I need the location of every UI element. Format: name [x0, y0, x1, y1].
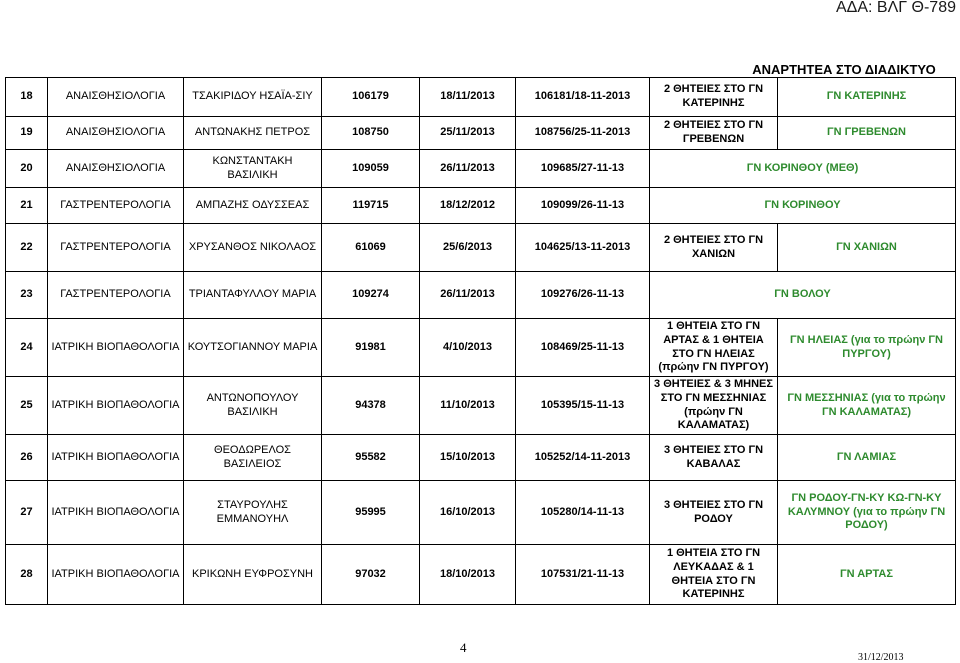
name-cell: ΑΝΤΩΝΑΚΗΣ ΠΕΤΡΟΣ — [184, 117, 322, 150]
destination-cell: ΓΝ ΑΡΤΑΣ — [778, 545, 956, 605]
destination-cell: ΓΝ ΜΕΣΣΗΝΙΑΣ (για το πρώην ΓΝ ΚΑΛΑΜΑΤΑΣ) — [778, 377, 956, 435]
destination-cell: ΓΝ ΚΑΤΕΡΙΝΗΣ — [778, 78, 956, 117]
name-cell: ΚΟΥΤΣΟΓΙΑΝΝΟΥ ΜΑΡΙΑ — [184, 319, 322, 377]
specialty-cell: ΙΑΤΡΙΚΗ ΒΙΟΠΑΘΟΛΟΓΙΑ — [48, 545, 184, 605]
row-number: 20 — [6, 150, 48, 188]
date-cell: 16/10/2013 — [420, 481, 516, 545]
reference-cell: 108756/25-11-2013 — [516, 117, 650, 150]
specialty-cell: ΑΝΑΙΣΘΗΣΙΟΛΟΓΙΑ — [48, 78, 184, 117]
reference-cell: 105252/14-11-2013 — [516, 435, 650, 481]
date-cell: 26/11/2013 — [420, 272, 516, 319]
position-cell: 3 ΘΗΤΕΙΕΣ ΣΤΟ ΓΝ ΚΑΒΑΛΑΣ — [650, 435, 778, 481]
protocol-cell: 119715 — [322, 188, 420, 224]
protocol-cell: 95582 — [322, 435, 420, 481]
specialty-cell: ΓΑΣΤΡΕΝΤΕΡΟΛΟΓΙΑ — [48, 224, 184, 272]
date-cell: 11/10/2013 — [420, 377, 516, 435]
position-cell: 1 ΘΗΤΕΙΑ ΣΤΟ ΓΝ ΛΕΥΚΑΔΑΣ & 1 ΘΗΤΕΙΑ ΣΤΟ ΓΝ ΚΑΤΕΡΙΝΗΣ — [650, 545, 778, 605]
row-number: 26 — [6, 435, 48, 481]
row-number: 19 — [6, 117, 48, 150]
table-row — [6, 481, 956, 545]
destination-cell: ΓΝ ΒΟΛΟΥ — [650, 272, 956, 319]
row-number: 25 — [6, 377, 48, 435]
position-cell: 2 ΘΗΤΕΙΕΣ ΣΤΟ ΓΝ ΚΑΤΕΡΙΝΗΣ — [650, 78, 778, 117]
date-cell: 4/10/2013 — [420, 319, 516, 377]
row-number: 23 — [6, 272, 48, 319]
protocol-cell: 95995 — [322, 481, 420, 545]
name-cell: ΚΩΝΣΤΑΝΤΑΚΗ ΒΑΣΙΛΙΚΗ — [184, 150, 322, 188]
specialty-cell: ΓΑΣΤΡΕΝΤΕΡΟΛΟΓΙΑ — [48, 188, 184, 224]
table-row — [6, 272, 956, 319]
specialty-cell: ΙΑΤΡΙΚΗ ΒΙΟΠΑΘΟΛΟΓΙΑ — [48, 435, 184, 481]
reference-cell: 108469/25-11-13 — [516, 319, 650, 377]
specialty-cell: ΑΝΑΙΣΘΗΣΙΟΛΟΓΙΑ — [48, 150, 184, 188]
table-row — [6, 150, 956, 188]
protocol-cell: 91981 — [322, 319, 420, 377]
destination-cell: ΓΝ ΚΟΡΙΝΘΟΥ (ΜΕΘ) — [650, 150, 956, 188]
publish-stamp: ΑΝΑΡΤΗΤΕΑ ΣΤΟ ΔΙΑΔΙΚΤΥΟ — [752, 62, 936, 77]
row-number: 28 — [6, 545, 48, 605]
page-number: 4 — [460, 640, 467, 655]
protocol-cell: 109274 — [322, 272, 420, 319]
reference-cell: 107531/21-11-13 — [516, 545, 650, 605]
table-row — [6, 78, 956, 117]
specialty-cell: ΙΑΤΡΙΚΗ ΒΙΟΠΑΘΟΛΟΓΙΑ — [48, 481, 184, 545]
protocol-cell: 61069 — [322, 224, 420, 272]
position-cell: 3 ΘΗΤΕΙΕΣ ΣΤΟ ΓΝ ΡΟΔΟΥ — [650, 481, 778, 545]
protocol-cell: 97032 — [322, 545, 420, 605]
protocol-cell: 108750 — [322, 117, 420, 150]
table-row — [6, 224, 956, 272]
reference-cell: 104625/13-11-2013 — [516, 224, 650, 272]
table-row — [6, 319, 956, 377]
name-cell: ΤΡΙΑΝΤΑΦΥΛΛΟΥ ΜΑΡΙΑ — [184, 272, 322, 319]
appointments-table — [5, 77, 956, 605]
name-cell: ΣΤΑΥΡΟΥΛΗΣ ΕΜΜΑΝΟΥΗΛ — [184, 481, 322, 545]
row-number: 21 — [6, 188, 48, 224]
row-number: 24 — [6, 319, 48, 377]
position-cell: 3 ΘΗΤΕΙΕΣ & 3 ΜΗΝΕΣ ΣΤΟ ΓΝ ΜΕΣΣΗΝΙΑΣ (πρώην ΓΝ ΚΑΛΑΜΑΤΑΣ) — [650, 377, 778, 435]
destination-cell: ΓΝ ΛΑΜΙΑΣ — [778, 435, 956, 481]
reference-cell: 109099/26-11-13 — [516, 188, 650, 224]
specialty-cell: ΑΝΑΙΣΘΗΣΙΟΛΟΓΙΑ — [48, 117, 184, 150]
footer-date: 31/12/2013 — [858, 652, 904, 663]
position-cell: 1 ΘΗΤΕΙΑ ΣΤΟ ΓΝ ΑΡΤΑΣ & 1 ΘΗΤΕΙΑ ΣΤΟ ΓΝ ΗΛΕΙΑΣ (πρώην ΓΝ ΠΥΡΓΟΥ) — [650, 319, 778, 377]
protocol-cell: 109059 — [322, 150, 420, 188]
name-cell: ΑΝΤΩΝΟΠΟΥΛΟΥ ΒΑΣΙΛΙΚΗ — [184, 377, 322, 435]
name-cell: ΧΡΥΣΑΝΘΟΣ ΝΙΚΟΛΑΟΣ — [184, 224, 322, 272]
reference-cell: 109685/27-11-13 — [516, 150, 650, 188]
date-cell: 15/10/2013 — [420, 435, 516, 481]
date-cell: 26/11/2013 — [420, 150, 516, 188]
name-cell: ΚΡΙΚΩΝΗ ΕΥΦΡΟΣΥΝΗ — [184, 545, 322, 605]
specialty-cell: ΓΑΣΤΡΕΝΤΕΡΟΛΟΓΙΑ — [48, 272, 184, 319]
row-number: 27 — [6, 481, 48, 545]
row-number: 18 — [6, 78, 48, 117]
table-row — [6, 435, 956, 481]
reference-cell: 109276/26-11-13 — [516, 272, 650, 319]
destination-cell: ΓΝ ΡΟΔΟΥ-ΓΝ-ΚΥ ΚΩ-ΓΝ-ΚΥ ΚΑΛΥΜΝΟΥ (για το πρώην ΓΝ ΡΟΔΟΥ) — [778, 481, 956, 545]
date-cell: 25/11/2013 — [420, 117, 516, 150]
ada-code: ΑΔΑ: ΒΛΓ Θ-789 — [835, 0, 956, 16]
protocol-cell: 106179 — [322, 78, 420, 117]
name-cell: ΘΕΟΔΩΡΕΛΟΣ ΒΑΣΙΛΕΙΟΣ — [184, 435, 322, 481]
destination-cell: ΓΝ ΚΟΡΙΝΘΟΥ — [650, 188, 956, 224]
date-cell: 18/12/2012 — [420, 188, 516, 224]
reference-cell: 106181/18-11-2013 — [516, 78, 650, 117]
name-cell: ΤΣΑΚΙΡΙΔΟΥ ΗΣΑΪΑ-ΣΙΥ — [184, 78, 322, 117]
reference-cell: 105395/15-11-13 — [516, 377, 650, 435]
protocol-cell: 94378 — [322, 377, 420, 435]
position-cell: 2 ΘΗΤΕΙΕΣ ΣΤΟ ΓΝ ΓΡΕΒΕΝΩΝ — [650, 117, 778, 150]
date-cell: 18/11/2013 — [420, 78, 516, 117]
row-number: 22 — [6, 224, 48, 272]
table-row — [6, 117, 956, 150]
destination-cell: ΓΝ ΗΛΕΙΑΣ (για το πρώην ΓΝ ΠΥΡΓΟΥ) — [778, 319, 956, 377]
table-row — [6, 545, 956, 605]
date-cell: 18/10/2013 — [420, 545, 516, 605]
destination-cell: ΓΝ ΧΑΝΙΩΝ — [778, 224, 956, 272]
reference-cell: 105280/14-11-13 — [516, 481, 650, 545]
position-cell: 2 ΘΗΤΕΙΕΣ ΣΤΟ ΓΝ ΧΑΝΙΩΝ — [650, 224, 778, 272]
table-row — [6, 188, 956, 224]
specialty-cell: ΙΑΤΡΙΚΗ ΒΙΟΠΑΘΟΛΟΓΙΑ — [48, 319, 184, 377]
name-cell: ΑΜΠΑΖΗΣ ΟΔΥΣΣΕΑΣ — [184, 188, 322, 224]
destination-cell: ΓΝ ΓΡΕΒΕΝΩΝ — [778, 117, 956, 150]
specialty-cell: ΙΑΤΡΙΚΗ ΒΙΟΠΑΘΟΛΟΓΙΑ — [48, 377, 184, 435]
date-cell: 25/6/2013 — [420, 224, 516, 272]
table-row — [6, 377, 956, 435]
